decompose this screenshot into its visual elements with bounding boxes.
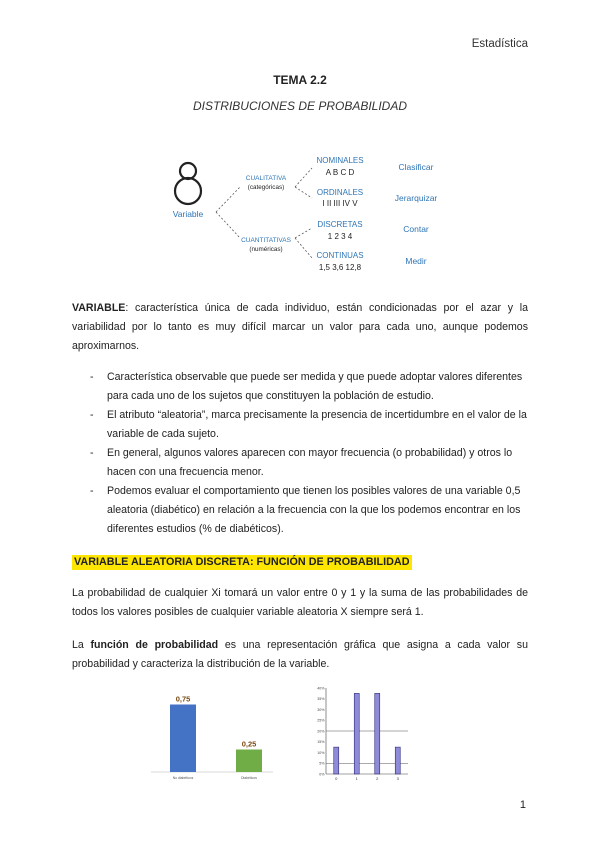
list-item — [90, 444, 528, 482]
page-subtitle: DISTRIBUCIONES DE PROBABILIDAD — [192, 99, 408, 113]
data-label: 0,75 — [175, 694, 191, 704]
diagram-root-label: Variable — [172, 209, 204, 219]
list-item — [90, 368, 528, 406]
person-icon — [175, 163, 201, 204]
bullet-marker: - — [90, 485, 94, 497]
list-item-text: El atributo “aleatoria”, marca precisamente la presencia de incertidumbre en el valor de la variable de cada sujeto. — [107, 409, 527, 440]
y-tick-label: 0% — [319, 772, 325, 777]
page-number: 1 — [519, 799, 526, 811]
leaf-name: CONTINUAS — [316, 251, 364, 260]
category-label: Diabéticos — [241, 776, 257, 780]
function-term: función de probabilidad — [90, 639, 219, 651]
y-tick-label: 30% — [317, 707, 325, 712]
quantitative-sub: (numéricas) — [249, 246, 283, 253]
leaf-example: 1,5 3,6 12,8 — [318, 263, 362, 272]
quantitative-label: CUANTITATIVAS — [241, 237, 291, 244]
bar — [170, 705, 196, 773]
variable-definition — [72, 299, 528, 356]
leaf-action: Jerarquizar — [394, 193, 438, 203]
diabetes-probability-chart — [145, 684, 280, 784]
bar — [395, 747, 400, 774]
bar — [375, 693, 380, 774]
running-header: Estadística — [471, 38, 528, 50]
variable-definition-text: : característica única de cada individuo, están condicionadas por el azar y la variabilidad por lo tanto es muy difícil marcar un valor para cada uno, aunque podemos aproximarnos. — [72, 302, 528, 352]
bullet-marker: - — [90, 447, 94, 459]
qualitative-label: CUALITATIVA — [245, 175, 287, 182]
list-item-text: Podemos evaluar el comportamiento que tienen los posibles valores de una variable 0,5 aleatoria (diabético) en relación a la frecuencia con la que los podemos encontrar en los diferentes estudios (% de diabéticos). — [107, 485, 521, 535]
qualitative-sub: (categóricas) — [247, 184, 285, 191]
y-tick-label: 40% — [317, 686, 325, 691]
leaf-action: Clasificar — [398, 162, 434, 172]
page-title: TEMA 2.2 — [273, 73, 327, 87]
x-tick-label: 2 — [376, 776, 379, 781]
discrete-probability-chart — [312, 684, 412, 784]
leaf-action: Medir — [405, 256, 427, 266]
variable-types-diagram — [150, 150, 450, 275]
list-item — [90, 482, 528, 539]
y-tick-label: 35% — [317, 697, 325, 702]
y-tick-label: 25% — [317, 718, 325, 723]
bullet-marker: - — [90, 371, 94, 383]
function-paragraph-before: La — [72, 639, 91, 651]
variable-term: VARIABLE — [72, 302, 126, 314]
leaf-name: ORDINALES — [316, 188, 364, 197]
probability-paragraph: La probabilidad de cualquier Xi tomará un valor entre 0 y 1 y la suma de las probabilidades de todos los valores posibles de cualquier variable aleatoria X siempre será 1. — [72, 587, 528, 618]
leaf-example: 1 2 3 4 — [327, 232, 353, 241]
data-label: 0,25 — [241, 739, 257, 749]
bar — [334, 747, 339, 774]
variable-bullets — [90, 368, 528, 539]
list-item — [90, 406, 528, 444]
y-tick-label: 5% — [319, 761, 325, 766]
leaf-example: A B C D — [325, 168, 355, 177]
section-heading: VARIABLE ALEATORIA DISCRETA: FUNCIÓN DE PROBABILIDAD — [74, 556, 410, 568]
leaf-name: DISCRETAS — [317, 220, 363, 229]
function-paragraph — [72, 636, 528, 674]
bar — [354, 693, 359, 774]
list-item-text: Característica observable que puede ser medida y que puede adoptar valores diferentes para cada uno de los sujetos que constituyen la población de estudio. — [107, 371, 523, 402]
y-tick-label: 20% — [317, 729, 325, 734]
x-tick-label: 1 — [355, 776, 358, 781]
category-label: No diabéticos — [172, 776, 194, 780]
bullet-marker: - — [90, 409, 94, 421]
leaf-example: I II III IV V — [322, 199, 358, 208]
y-tick-label: 15% — [317, 740, 325, 745]
function-paragraph-after: es una representación gráfica que asigna a cada valor su probabilidad y caracteriza la distribución de la variable. — [72, 639, 528, 670]
x-tick-label: 0 — [335, 776, 338, 781]
leaf-action: Contar — [403, 224, 429, 234]
y-tick-label: 10% — [317, 750, 325, 755]
x-tick-label: 3 — [396, 776, 399, 781]
bar — [236, 750, 262, 773]
list-item-text: En general, algunos valores aparecen con mayor frecuencia (o probabilidad) y otros lo hacen con una frecuencia menor. — [107, 447, 513, 478]
leaf-name: NOMINALES — [316, 156, 364, 165]
